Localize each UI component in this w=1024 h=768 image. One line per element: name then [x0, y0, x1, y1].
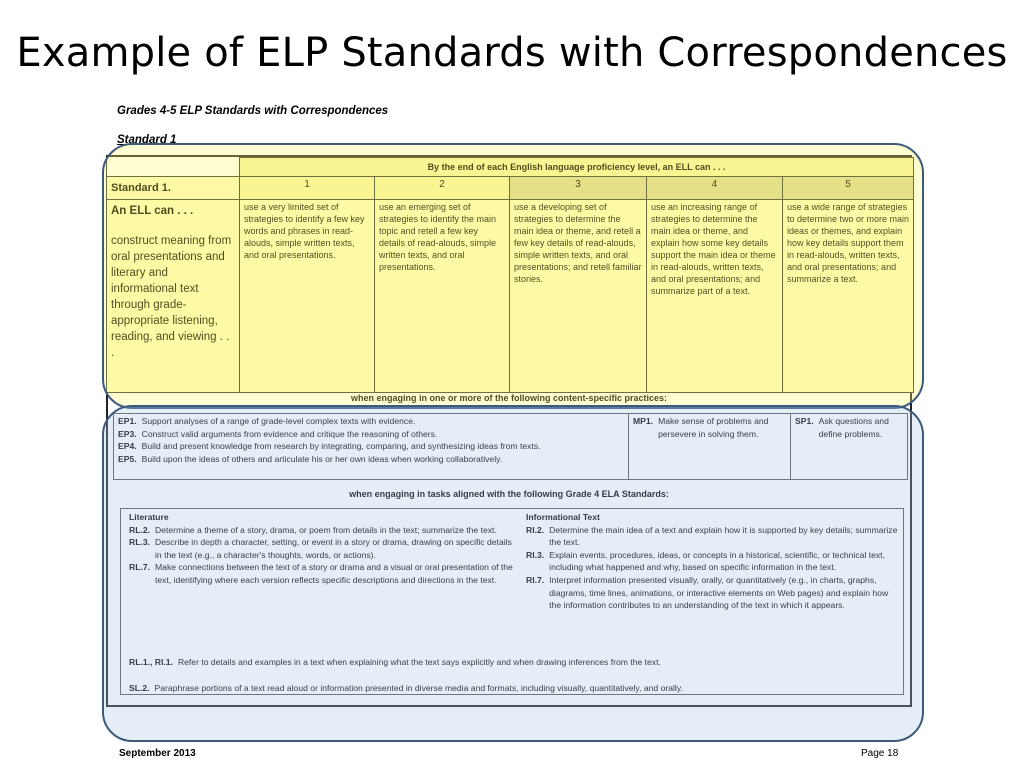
list-item [118, 428, 624, 441]
practices-caption: when engaging in one or more of the following content-specific practices: [350, 393, 668, 403]
standard-code: RL.2. [129, 524, 151, 535]
shared-standard-sl2 [129, 682, 899, 695]
practice-text: Support analyses of a range of grade-level complex texts with evidence. [141, 416, 416, 426]
practice-code: SP1. [795, 416, 814, 426]
practices-box [113, 413, 908, 480]
list-item [526, 524, 898, 549]
list-item [129, 561, 519, 586]
level-5-header: 5 [783, 177, 914, 200]
informational-column [526, 511, 898, 612]
ela-standards-box [120, 508, 904, 695]
mp-practices [629, 414, 791, 479]
practice-code: EP5. [118, 453, 137, 464]
practice-text: Make sense of problems and persevere in solving them. [658, 416, 769, 439]
slide-title: Example of ELP Standards with Correspondences [16, 30, 1008, 76]
sp-practices [791, 414, 909, 479]
standard-code: RI.3. [526, 549, 545, 560]
standard-text: Determine a theme of a story, drama, or poem from details in the text; summarize the text. [155, 524, 497, 535]
standard-label: Standard 1. [107, 177, 240, 200]
practice-text: Build and present knowledge from research by integrating, comparing, and synthesizing ideas from texts. [141, 441, 541, 452]
footer-date: September 2013 [119, 748, 196, 759]
standard-text: Make connections between the text of a story or drama and a visual or oral presentation of the text, identifying where each version reflects specific descriptions and directions in the text. [155, 562, 513, 585]
standards-table [106, 157, 914, 393]
document-subtitle: Standard 1 [117, 134, 177, 146]
ell-can-heading: An ELL can . . . [111, 205, 194, 217]
practice-text: Construct valid arguments from evidence and critique the reasoning of others. [141, 428, 438, 439]
standard-code: SL.2. [129, 683, 150, 693]
standard-text: Refer to details and examples in a text when explaining what the text says explicitly and when drawing inferences from the text. [177, 657, 661, 667]
list-item [129, 524, 519, 537]
practice-code: EP4. [118, 441, 137, 452]
level-3-header: 3 [510, 177, 647, 200]
practice-code: MP1. [633, 416, 654, 426]
standard-text: Determine the main idea of a text and explain how it is supported by key details; summarize the text. [549, 524, 898, 548]
standard-text: Paraphrase portions of a text read aloud or information presented in diverse media and formats, including visually, quantitatively, and orally. [154, 683, 683, 693]
list-item [118, 440, 624, 453]
table-header-row [107, 158, 914, 177]
list-item [795, 415, 905, 440]
standard-code: RL.3. [129, 537, 151, 548]
level-4-header: 4 [647, 177, 783, 200]
ep-practices [114, 414, 629, 479]
list-item [129, 536, 519, 561]
footer-page-number: Page 18 [861, 748, 899, 759]
list-item [633, 415, 786, 440]
table-corner [107, 158, 240, 177]
informational-heading: Informational Text [526, 512, 600, 522]
list-item [526, 549, 898, 574]
level-2-descriptor: use an emerging set of strategies to identify the main topic and retell a few key details of read-alouds, simple written texts, and oral presentations. [375, 200, 510, 393]
standards-caption: when engaging in tasks aligned with the following Grade 4 ELA Standards: [349, 489, 669, 499]
literature-heading: Literature [129, 512, 169, 522]
standard-code: RI.2. [526, 524, 545, 535]
level-2-header: 2 [375, 177, 510, 200]
document-title: Grades 4-5 ELP Standards with Correspondences [117, 105, 389, 117]
standard-text: Explain events, procedures, ideas, or concepts in a historical, scientific, or technical text, including what happened and why, based on specific information in the text. [549, 549, 885, 573]
list-item [526, 574, 898, 612]
list-item [118, 453, 624, 466]
practice-code: EP3. [118, 428, 137, 439]
standard-text: Interpret information presented visually, orally, or quantitatively (e.g., in charts, graphs, diagrams, time lines, animations, or interactive elements on Web pages) and explain how the information contributes to an understanding of the text in which it appears. [549, 574, 889, 611]
shared-standard-rl1-ri1 [129, 656, 899, 669]
level-row [107, 177, 914, 200]
ell-can-text: construct meaning from oral presentations and literary and informational text through grade-appropriate listening, reading, and viewing . . . [111, 235, 232, 359]
standard-text: Describe in depth a character, setting, or event in a story or drama, drawing on specific details in the text (e.g., a character's thoughts, words, or actions). [155, 537, 512, 560]
level-4-descriptor: use an increasing range of strategies to determine the main idea or theme, and explain how some key details support the main idea or theme in read-alouds, written texts, and oral presentations; and summarize part of a text. [647, 200, 783, 393]
standard-code: RI.7. [526, 574, 545, 585]
practice-code: EP1. [118, 416, 137, 426]
list-item [118, 415, 624, 428]
proficiency-header: By the end of each English language proficiency level, an ELL can . . . [240, 158, 914, 177]
descriptor-row [107, 200, 914, 393]
literature-column [129, 511, 519, 587]
level-1-descriptor: use a very limited set of strategies to identify a few key words and phrases in read-alouds, simple written texts, and oral presentations. [240, 200, 375, 393]
level-5-descriptor: use a wide range of strategies to determine two or more main ideas or themes, and explain how key details support them in read-alouds, written texts, and oral presentations; and summarize a text. [783, 200, 914, 393]
practice-text: Ask questions and define problems. [818, 416, 889, 439]
standard-code: RL.1., RI.1. [129, 657, 173, 667]
level-1-header: 1 [240, 177, 375, 200]
standard-code: RL.7. [129, 562, 151, 573]
ell-can-cell [107, 200, 240, 393]
practice-text: Build upon the ideas of others and articulate his or her own ideas when working collaboratively. [141, 453, 503, 464]
level-3-descriptor: use a developing set of strategies to determine the main idea or theme, and retell a few key details of read-alouds, simple written texts, and oral presentations; and retell familiar stories. [510, 200, 647, 393]
